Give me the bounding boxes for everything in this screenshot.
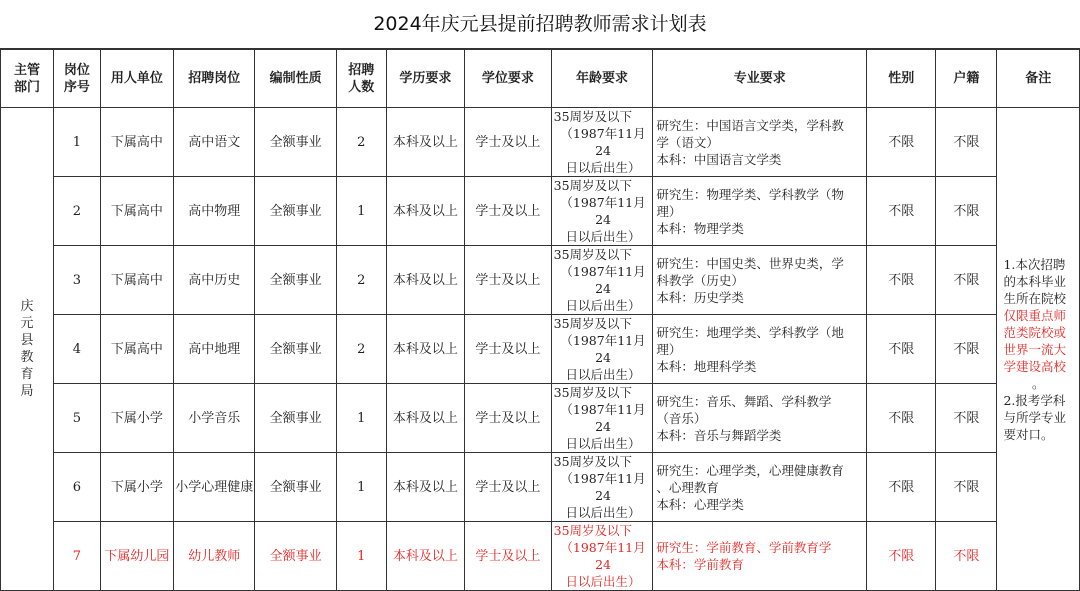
seq-cell: 2 xyxy=(53,177,100,246)
dept-cell: 庆 元 县 教 育 局 xyxy=(1,108,54,591)
major-cell: 研究生：心理学类，心理健康教育 、心理教育 本科：心理学类 xyxy=(653,453,867,522)
edu-cell: 本科及以上 xyxy=(386,177,464,246)
hukou-cell: 不限 xyxy=(936,177,997,246)
count-cell: 1 xyxy=(336,453,386,522)
unit-cell: 下属高中 xyxy=(100,315,173,384)
table-row xyxy=(1,453,1080,522)
gender-cell: 不限 xyxy=(867,384,936,453)
edu-cell: 本科及以上 xyxy=(386,315,464,384)
gender-cell: 不限 xyxy=(867,522,936,591)
seq-cell: 5 xyxy=(53,384,100,453)
post-cell: 小学音乐 xyxy=(174,384,255,453)
hukou-cell: 不限 xyxy=(936,246,997,315)
type-cell: 全额事业 xyxy=(255,522,336,591)
type-cell: 全额事业 xyxy=(255,453,336,522)
age-cell: 35周岁及以下 （1987年11月24 日以后出生） xyxy=(551,246,653,315)
table-row xyxy=(1,177,1080,246)
degree-cell: 学士及以上 xyxy=(465,246,552,315)
col-age: 年龄要求 xyxy=(551,50,653,108)
col-edu: 学历要求 xyxy=(386,50,464,108)
major-cell: 研究生：学前教育、学前教育学 本科：学前教育 xyxy=(653,522,867,591)
type-cell: 全额事业 xyxy=(255,246,336,315)
gender-cell: 不限 xyxy=(867,453,936,522)
degree-cell: 学士及以上 xyxy=(465,315,552,384)
col-degree: 学位要求 xyxy=(465,50,552,108)
note-highlight: 仅限重点师范类院校或世界一流大学建设高校 xyxy=(1003,307,1066,374)
age-cell: 35周岁及以下 （1987年11月24 日以后出生） xyxy=(551,522,653,591)
age-cell: 35周岁及以下 （1987年11月24 日以后出生） xyxy=(551,108,653,177)
gender-cell: 不限 xyxy=(867,177,936,246)
type-cell: 全额事业 xyxy=(255,108,336,177)
edu-cell: 本科及以上 xyxy=(386,246,464,315)
seq-cell: 6 xyxy=(53,453,100,522)
gender-cell: 不限 xyxy=(867,246,936,315)
seq-cell: 4 xyxy=(53,315,100,384)
degree-cell: 学士及以上 xyxy=(465,177,552,246)
table-row xyxy=(1,108,1080,177)
degree-cell: 学士及以上 xyxy=(465,453,552,522)
table-row xyxy=(1,384,1080,453)
major-cell: 研究生：中国语言文学类，学科教 学（语文） 本科：中国语言文学类 xyxy=(653,108,867,177)
age-cell: 35周岁及以下 （1987年11月24 日以后出生） xyxy=(551,315,653,384)
age-cell: 35周岁及以下 （1987年11月24 日以后出生） xyxy=(551,453,653,522)
table-row xyxy=(1,522,1080,591)
age-cell: 35周岁及以下 （1987年11月24 日以后出生） xyxy=(551,384,653,453)
note-text-1: 1.本次招聘的本科毕业生所在院校 xyxy=(1003,256,1066,306)
seq-cell: 3 xyxy=(53,246,100,315)
col-dept: 主管 部门 xyxy=(1,50,54,108)
major-cell: 研究生：音乐、舞蹈、学科教学 （音乐） 本科：音乐与舞蹈学类 xyxy=(653,384,867,453)
col-hukou: 户籍 xyxy=(936,50,997,108)
post-cell: 高中历史 xyxy=(174,246,255,315)
col-count: 招聘 人数 xyxy=(336,50,386,108)
col-type: 编制性质 xyxy=(255,50,336,108)
col-note: 备注 xyxy=(997,50,1080,108)
page-title: 2024年庆元县提前招聘教师需求计划表 xyxy=(0,0,1080,49)
count-cell: 1 xyxy=(336,177,386,246)
gender-cell: 不限 xyxy=(867,108,936,177)
table-row xyxy=(1,315,1080,384)
count-cell: 1 xyxy=(336,522,386,591)
note-cell: 1.本次招聘的本科毕业生所在院校仅限重点师范类院校或世界一流大学建设高校 。 2.报考学科与所学专业要对口。 xyxy=(997,108,1080,591)
gender-cell: 不限 xyxy=(867,315,936,384)
note-text-2: 2.报考学科与所学专业要对口。 xyxy=(1003,392,1066,442)
col-unit: 用人单位 xyxy=(100,50,173,108)
type-cell: 全额事业 xyxy=(255,315,336,384)
post-cell: 高中语文 xyxy=(174,108,255,177)
edu-cell: 本科及以上 xyxy=(386,453,464,522)
hukou-cell: 不限 xyxy=(936,384,997,453)
post-cell: 高中地理 xyxy=(174,315,255,384)
type-cell: 全额事业 xyxy=(255,177,336,246)
hukou-cell: 不限 xyxy=(936,108,997,177)
edu-cell: 本科及以上 xyxy=(386,522,464,591)
col-post: 招聘岗位 xyxy=(174,50,255,108)
post-cell: 小学心理健康 xyxy=(174,453,255,522)
col-gender: 性别 xyxy=(867,50,936,108)
count-cell: 2 xyxy=(336,108,386,177)
header-row xyxy=(1,50,1080,108)
hukou-cell: 不限 xyxy=(936,453,997,522)
degree-cell: 学士及以上 xyxy=(465,108,552,177)
col-seq: 岗位 序号 xyxy=(53,50,100,108)
edu-cell: 本科及以上 xyxy=(386,108,464,177)
major-cell: 研究生：中国史类、世界史类，学 科教学（历史） 本科：历史学类 xyxy=(653,246,867,315)
count-cell: 2 xyxy=(336,315,386,384)
age-cell: 35周岁及以下 （1987年11月24 日以后出生） xyxy=(551,177,653,246)
col-major: 专业要求 xyxy=(653,50,867,108)
unit-cell: 下属幼儿园 xyxy=(100,522,173,591)
seq-cell: 1 xyxy=(53,108,100,177)
post-cell: 高中物理 xyxy=(174,177,255,246)
recruitment-table xyxy=(0,49,1080,591)
major-cell: 研究生：物理学类、学科教学（物 理） 本科：物理学类 xyxy=(653,177,867,246)
major-cell: 研究生：地理学类、学科教学（地 理） 本科：地理科学类 xyxy=(653,315,867,384)
count-cell: 1 xyxy=(336,384,386,453)
seq-cell: 7 xyxy=(53,522,100,591)
table-row xyxy=(1,246,1080,315)
unit-cell: 下属高中 xyxy=(100,108,173,177)
unit-cell: 下属高中 xyxy=(100,246,173,315)
count-cell: 2 xyxy=(336,246,386,315)
type-cell: 全额事业 xyxy=(255,384,336,453)
degree-cell: 学士及以上 xyxy=(465,384,552,453)
hukou-cell: 不限 xyxy=(936,522,997,591)
unit-cell: 下属高中 xyxy=(100,177,173,246)
unit-cell: 下属小学 xyxy=(100,453,173,522)
unit-cell: 下属小学 xyxy=(100,384,173,453)
post-cell: 幼儿教师 xyxy=(174,522,255,591)
hukou-cell: 不限 xyxy=(936,315,997,384)
degree-cell: 学士及以上 xyxy=(465,522,552,591)
edu-cell: 本科及以上 xyxy=(386,384,464,453)
